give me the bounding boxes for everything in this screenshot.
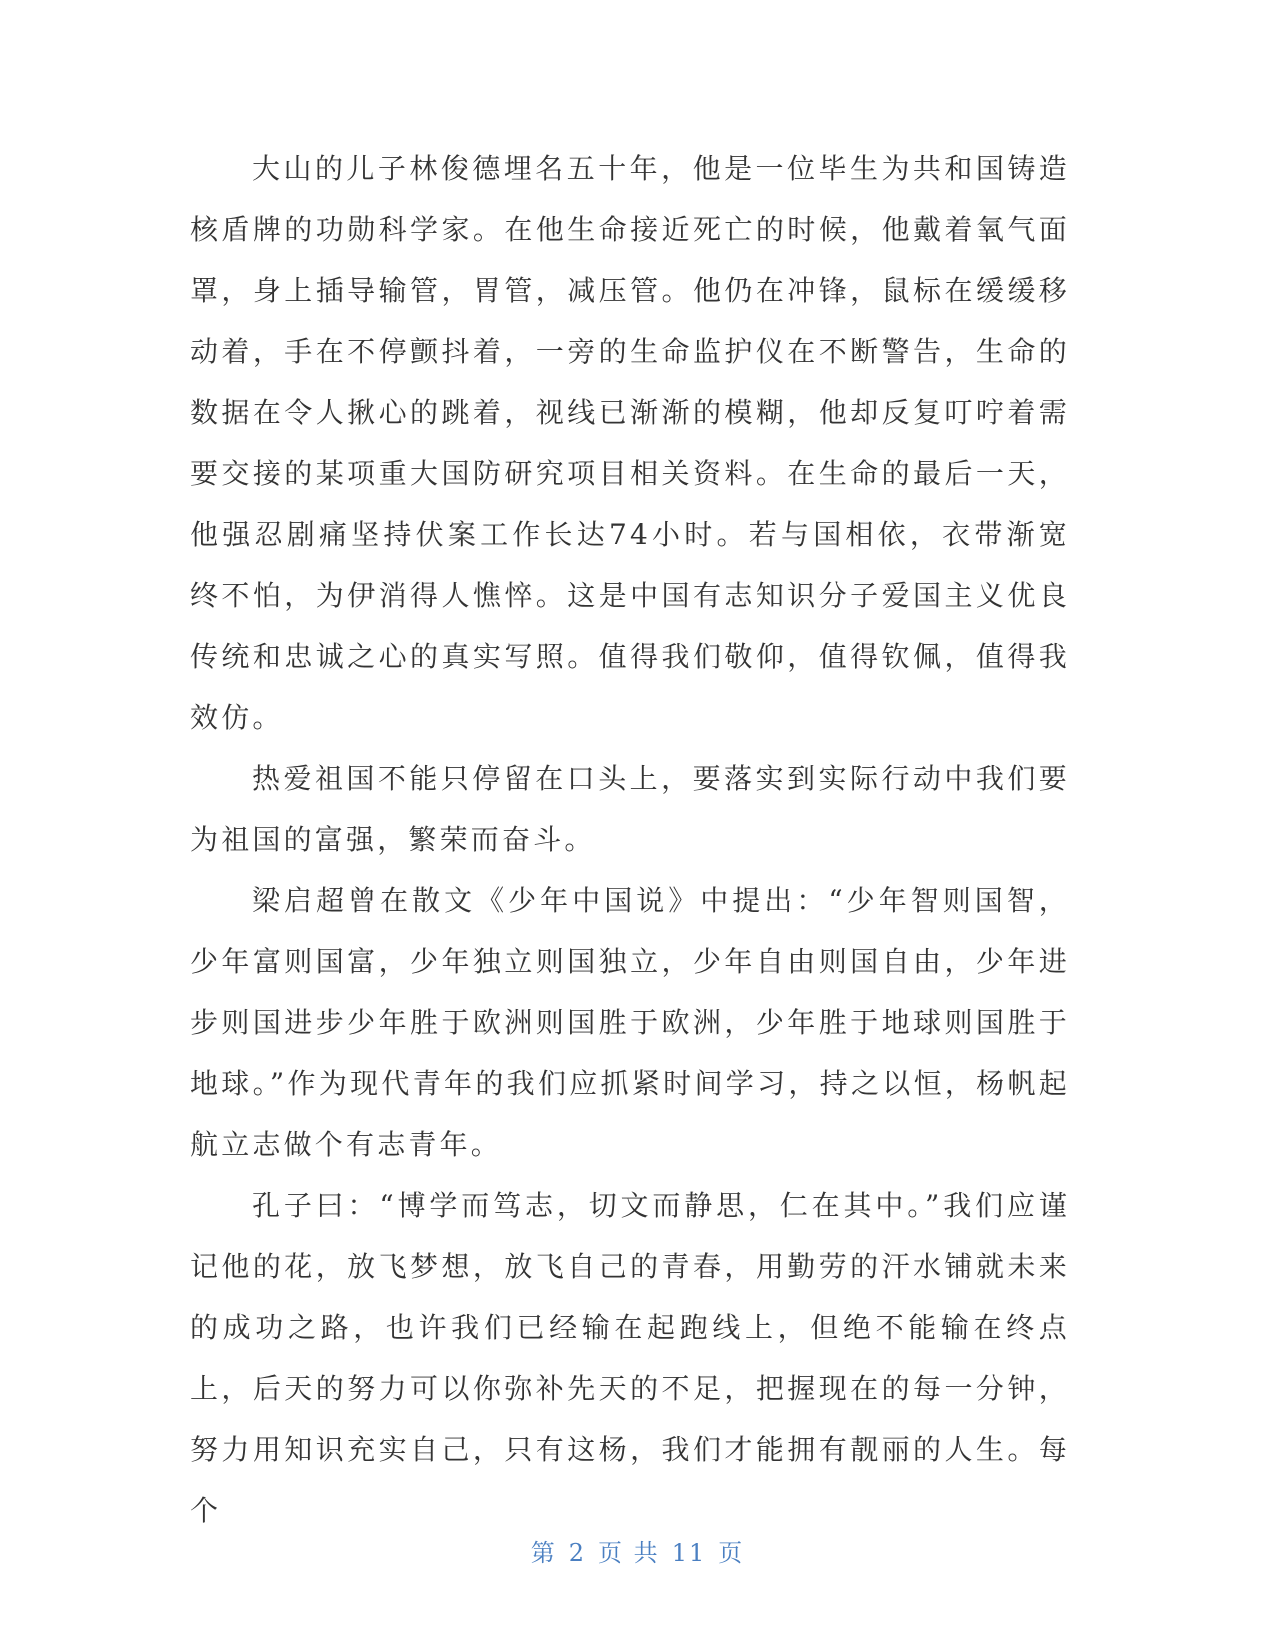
paragraph-liang-qichao: 梁启超曾在散文《少年中国说》中提出：“少年智则国智，少年富则国富，少年独立则国独立，少年自由则国自由，少年进步则国进步少年胜于欧洲则国胜于欧洲，少年胜于地球则国胜于地球。”作为现代青年的我们应抓紧时间学习，持之以恒，杨帆起航立志做个有志青年。 — [190, 884, 1070, 1161]
footer-suffix: 页 — [718, 1539, 745, 1567]
document-body — [190, 138, 1070, 1541]
paragraph-love-country: 热爱祖国不能只停留在口头上，要落实到实际行动中我们要为祖国的富强，繁荣而奋斗。 — [190, 762, 1070, 856]
footer-page-number: 2 — [568, 1539, 587, 1567]
page-footer — [0, 1533, 1275, 1568]
footer-mid: 页 共 — [598, 1539, 660, 1567]
paragraph-lin-junde: 大山的儿子林俊德埋名五十年，他是一位毕生为共和国铸造核盾牌的功勋科学家。在他生命接近死亡的时候，他戴着氧气面罩，身上插导输管，胃管，减压管。他仍在冲锋，鼠标在缓缓移动着，手在不停颤抖着，一旁的生命监护仪在不断警告，生命的数据在令人揪心的跳着，视线已渐渐的模糊，他却反复叮咛着需要交接的某项重大国防研究项目相关资料。在生命的最后一天，他强忍剧痛坚持伏案工作长达74小时。若与国相依，衣带渐宽终不怕，为伊消得人憔悴。这是中国有志知识分子爱国主义优良传统和忠诚之心的真实写照。值得我们敬仰，值得钦佩，值得我效仿。 — [190, 152, 1070, 734]
footer-prefix: 第 — [530, 1539, 557, 1567]
paragraph-confucius: 孔子曰：“博学而笃志，切文而静思，仁在其中。”我们应谨记他的花，放飞梦想，放飞自己的青春，用勤劳的汗水铺就未来的成功之路，也许我们已经输在起跑线上，但绝不能输在终点上，后天的努力可以你弥补先天的不足，把握现在的每一分钟，努力用知识充实自己，只有这杨，我们才能拥有靓丽的人生。每个 — [190, 1189, 1070, 1527]
footer-total-pages: 11 — [671, 1539, 707, 1567]
